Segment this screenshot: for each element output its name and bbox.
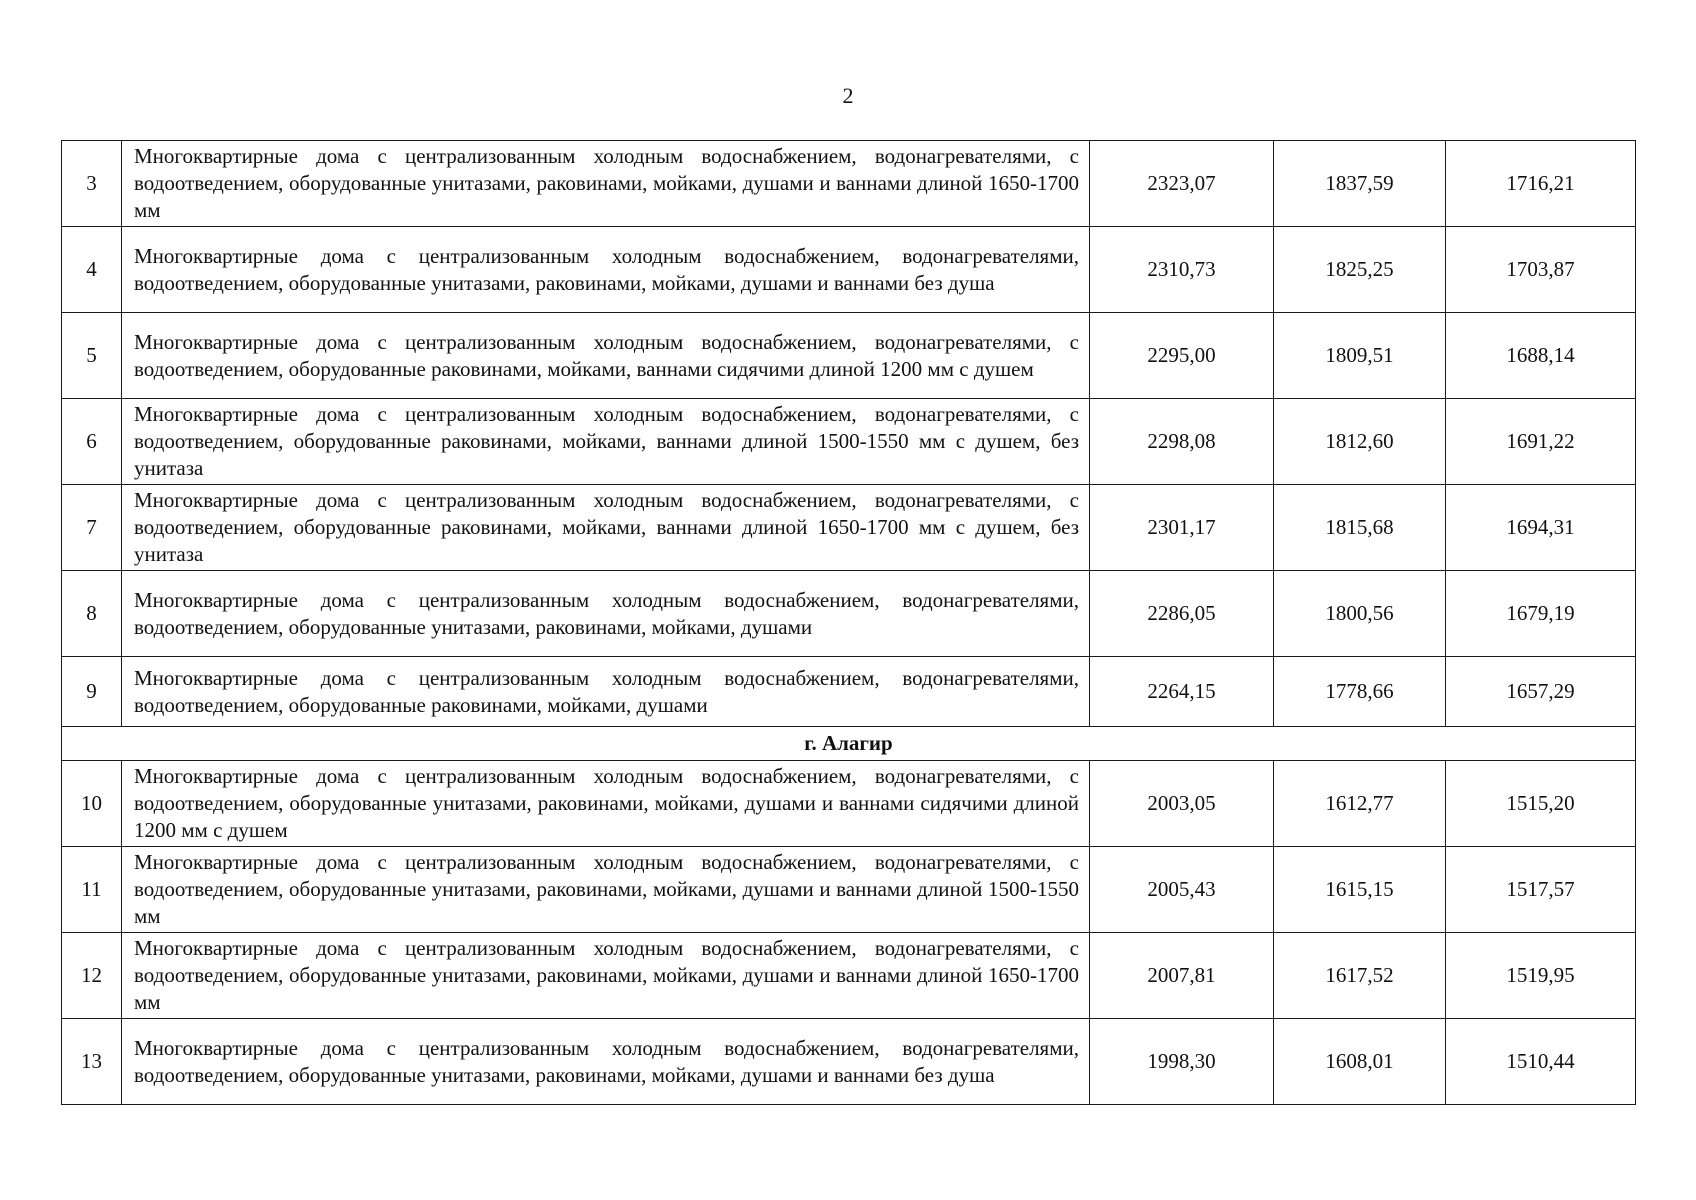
table-row: [62, 485, 1636, 571]
row-description: Многоквартирные дома с централизованным холодным водоснабжением, водонагревателями, с водоотведением, оборудованные раковинами, мойками, ваннами длиной 1650-1700 мм с душем, без унитаза: [122, 485, 1090, 571]
row-description: Многоквартирные дома с централизованным холодным водоснабжением, водонагревателями, с водоотведением, оборудованные унитазами, раковинами, мойками, душами и ваннами длиной 1650-1700 мм: [122, 141, 1090, 227]
row-number: 13: [62, 1019, 122, 1105]
table-row: [62, 313, 1636, 399]
value-col-3: 1703,87: [1446, 227, 1636, 313]
table-row: [62, 227, 1636, 313]
section-title: г. Алагир: [62, 727, 1636, 761]
value-col-2: 1617,52: [1274, 933, 1446, 1019]
value-col-1: 2310,73: [1090, 227, 1274, 313]
table-row: [62, 657, 1636, 727]
row-description: Многоквартирные дома с централизованным холодным водоснабжением, водонагревателями, с водоотведением, оборудованные раковинами, мойками, ваннами длиной 1500-1550 мм с душем, без унитаза: [122, 399, 1090, 485]
row-number: 4: [62, 227, 122, 313]
row-description: Многоквартирные дома с централизованным холодным водоснабжением, водонагревателями, водоотведением, оборудованные унитазами, раковинами, мойками, душами и ваннами без душа: [122, 1019, 1090, 1105]
section-row: [62, 727, 1636, 761]
value-col-2: 1612,77: [1274, 761, 1446, 847]
table-row: [62, 399, 1636, 485]
value-col-1: 2005,43: [1090, 847, 1274, 933]
row-number: 9: [62, 657, 122, 727]
value-col-2: 1815,68: [1274, 485, 1446, 571]
value-col-3: 1657,29: [1446, 657, 1636, 727]
value-col-2: 1800,56: [1274, 571, 1446, 657]
tariff-table: [61, 140, 1636, 1105]
row-number: 10: [62, 761, 122, 847]
table-row: [62, 933, 1636, 1019]
table-row: [62, 141, 1636, 227]
value-col-1: 2003,05: [1090, 761, 1274, 847]
value-col-3: 1510,44: [1446, 1019, 1636, 1105]
row-number: 6: [62, 399, 122, 485]
row-number: 5: [62, 313, 122, 399]
table-row: [62, 847, 1636, 933]
row-description: Многоквартирные дома с централизованным холодным водоснабжением, водонагревателями, водоотведением, оборудованные раковинами, мойками, душами: [122, 657, 1090, 727]
value-col-3: 1716,21: [1446, 141, 1636, 227]
row-description: Многоквартирные дома с централизованным холодным водоснабжением, водонагревателями, с водоотведением, оборудованные унитазами, раковинами, мойками, душами и ваннами длиной 1500-1550 мм: [122, 847, 1090, 933]
row-description: Многоквартирные дома с централизованным холодным водоснабжением, водонагревателями, водоотведением, оборудованные унитазами, раковинами, мойками, душами: [122, 571, 1090, 657]
value-col-3: 1694,31: [1446, 485, 1636, 571]
value-col-3: 1519,95: [1446, 933, 1636, 1019]
value-col-1: 2295,00: [1090, 313, 1274, 399]
row-number: 7: [62, 485, 122, 571]
value-col-2: 1615,15: [1274, 847, 1446, 933]
value-col-2: 1608,01: [1274, 1019, 1446, 1105]
value-col-3: 1679,19: [1446, 571, 1636, 657]
value-col-2: 1837,59: [1274, 141, 1446, 227]
value-col-1: 2301,17: [1090, 485, 1274, 571]
row-number: 11: [62, 847, 122, 933]
value-col-2: 1812,60: [1274, 399, 1446, 485]
value-col-3: 1688,14: [1446, 313, 1636, 399]
row-number: 3: [62, 141, 122, 227]
value-col-1: 2323,07: [1090, 141, 1274, 227]
value-col-3: 1517,57: [1446, 847, 1636, 933]
table-row: [62, 1019, 1636, 1105]
value-col-2: 1778,66: [1274, 657, 1446, 727]
row-description: Многоквартирные дома с централизованным холодным водоснабжением, водонагревателями, с водоотведением, оборудованные унитазами, раковинами, мойками, душами и ваннами сидячими длиной 1200 мм с душем: [122, 761, 1090, 847]
page-number: 2: [842, 83, 854, 108]
table-row: [62, 571, 1636, 657]
row-description: Многоквартирные дома с централизованным холодным водоснабжением, водонагревателями, с водоотведением, оборудованные унитазами, раковинами, мойками, душами и ваннами длиной 1650-1700 мм: [122, 933, 1090, 1019]
value-col-1: 2007,81: [1090, 933, 1274, 1019]
row-description: Многоквартирные дома с централизованным холодным водоснабжением, водонагревателями, водоотведением, оборудованные унитазами, раковинами, мойками, душами и ваннами без душа: [122, 227, 1090, 313]
value-col-2: 1825,25: [1274, 227, 1446, 313]
value-col-1: 2286,05: [1090, 571, 1274, 657]
value-col-3: 1515,20: [1446, 761, 1636, 847]
row-number: 8: [62, 571, 122, 657]
row-number: 12: [62, 933, 122, 1019]
value-col-1: 2264,15: [1090, 657, 1274, 727]
value-col-1: 2298,08: [1090, 399, 1274, 485]
value-col-2: 1809,51: [1274, 313, 1446, 399]
row-description: Многоквартирные дома с централизованным холодным водоснабжением, водонагревателями, с водоотведением, оборудованные раковинами, мойками, ваннами сидячими длиной 1200 мм с душем: [122, 313, 1090, 399]
value-col-1: 1998,30: [1090, 1019, 1274, 1105]
value-col-3: 1691,22: [1446, 399, 1636, 485]
table-row: [62, 761, 1636, 847]
